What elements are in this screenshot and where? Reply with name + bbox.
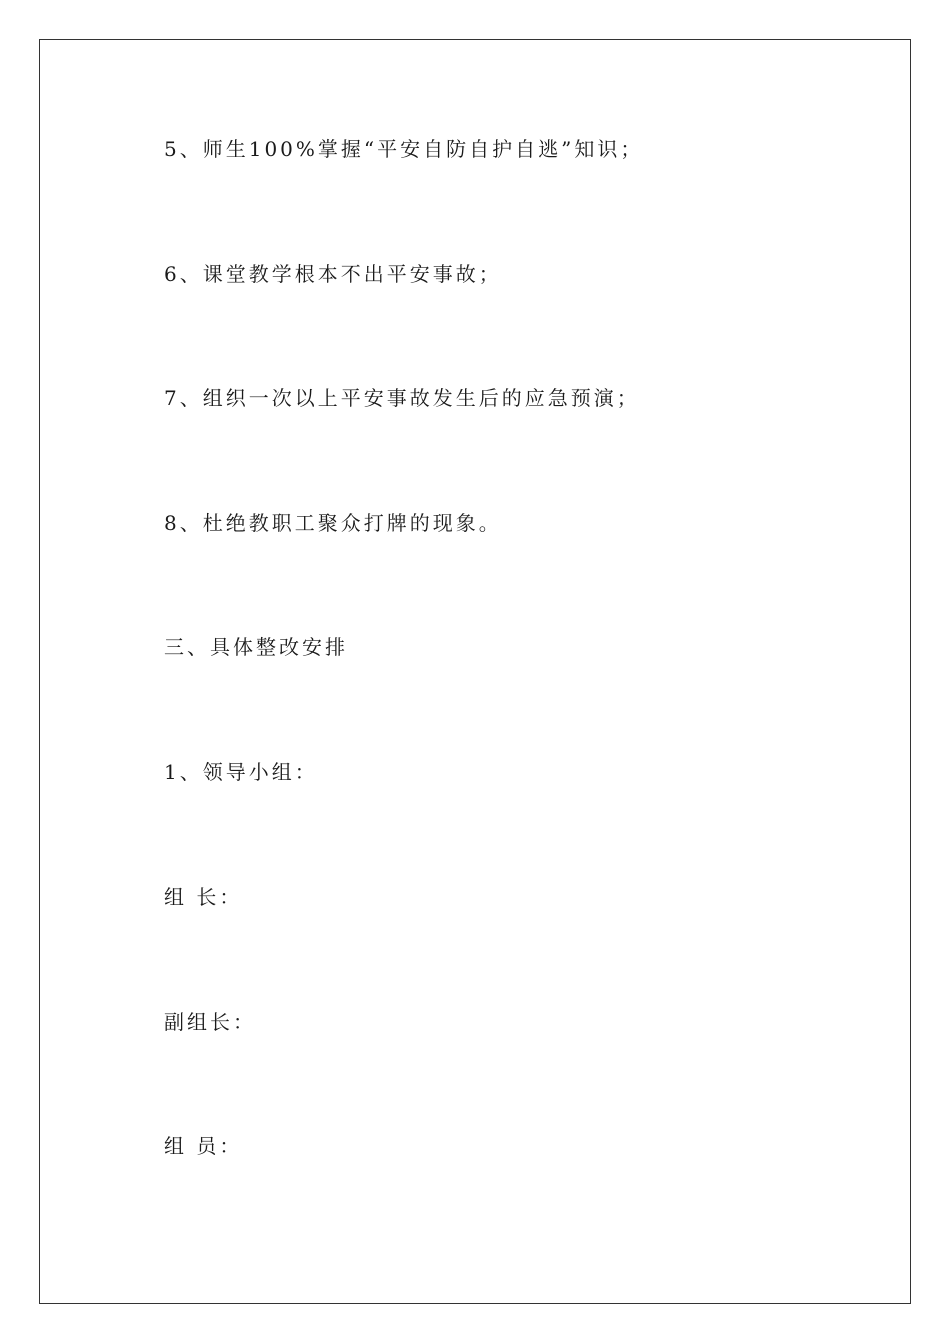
group-members-label: 组 员： xyxy=(164,1134,243,1158)
section-heading: 三、具体整改安排 xyxy=(164,635,348,659)
page-frame xyxy=(39,39,911,1304)
list-item-6-text: 6、课堂教学根本不出平安事故； xyxy=(164,262,502,286)
list-item-7-text: 7、组织一次以上平安事故发生后的应急预演； xyxy=(164,386,640,410)
list-item-5-text: 5、师生100%掌握“平安自防自护自逃”知识； xyxy=(164,137,644,161)
deputy-leader-label: 副组长： xyxy=(164,1010,256,1034)
subsection-heading: 1、领导小组： xyxy=(164,760,318,784)
group-leader-label: 组 长： xyxy=(164,885,243,909)
list-item-8-text: 8、杜绝教职工聚众打牌的现象。 xyxy=(164,511,502,535)
